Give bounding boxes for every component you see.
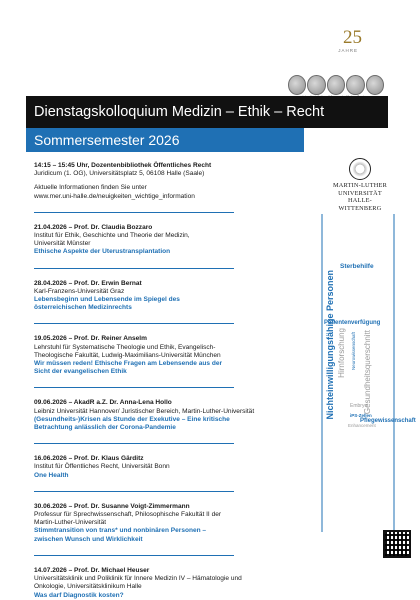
event-topic: Was darf Diagnostik kosten? [34,591,124,599]
university-name-line2: UNIVERSITÄT [338,189,382,197]
anniversary-word: JAHRE [338,48,358,53]
section-divider [34,323,234,324]
cloud-word: Gesundheitsquerschnitt [363,330,372,415]
semester-banner: Sommersemester 2026 [26,128,304,152]
event-topic: Sicht der evangelischen Ethik [34,368,127,376]
event-item [34,399,312,432]
event-item [34,224,312,257]
university-name-line3: HALLE-WITTENBERG [338,197,382,212]
medal-row [288,75,384,95]
main-content [34,162,312,600]
event-topic: Wir müssen reden! Ethische Fragen am Lebensende aus der [34,360,223,368]
event-affiliation: Martin-Luther-Universität [34,519,107,527]
event-date-speaker: 19.05.2026 – Prof. Dr. Reiner Anselm [34,335,147,343]
cloud-word: Nichteinwilligungsfähige Personen [325,270,335,420]
event-date-speaker: 14.07.2026 – Prof. Dr. Michael Heuser [34,566,150,574]
event-affiliation: Theologische Fakultät, Ludwig-Maximilians-Universität München [34,351,221,359]
event-date-speaker: 28.04.2026 – Prof. Dr. Erwin Bernat [34,279,142,287]
event-list [34,212,312,600]
event-topic: Ethische Aspekte der Uterustransplantation [34,248,171,256]
cloud-word: Sterbehilfe [340,263,374,270]
medal-icon [327,75,345,95]
anniversary-number: 25 [343,27,362,48]
event-affiliation: Universitätsklinik und Poliklinik für Innere Medizin IV – Hämatologie und [34,575,242,583]
event-topic: Stimmtransition von trans* und nonbinären Personen – [34,527,207,535]
section-divider [34,555,234,556]
event-date-speaker: 16.06.2026 – Prof. Dr. Klaus Gärditz [34,455,144,463]
event-affiliation: Onkologie, Universitätsklinikum Halle [34,583,142,591]
info-url[interactable]: www.mer.uni-halle.de/neuigkeiten_wichtige_information [34,192,195,200]
event-topic: Betrachtung anlässlich der Corona-Pandemie [34,424,176,432]
event-topic: One Health [34,471,69,479]
anniversary-logo [282,20,388,102]
event-topic: österreichischen Medizinrechts [34,304,132,312]
info-line: Aktuelle Informationen finden Sie unter [34,184,147,192]
qr-code-icon[interactable] [383,530,411,558]
event-affiliation: Leibniz Universität Hannover/ Juristischer Bereich, Martin-Luther-Universität [34,407,255,415]
cloud-word: Neurowissenschaft [351,332,356,371]
event-topic: zwischen Wunsch und Wirklichkeit [34,535,143,543]
event-item [34,280,312,313]
cloud-word: Embryo [350,403,368,409]
medal-icon [366,75,384,95]
cloud-word: Patientenverfügung [324,320,381,326]
word-cloud [324,262,416,530]
section-divider [34,443,234,444]
event-affiliation: Institut für Ethik, Geschichte und Theorie der Medizin, [34,232,190,240]
event-topic: Lebensbeginn und Lebensende im Spiegel des [34,296,180,304]
event-affiliation: Institut für Öffentliches Recht, Universität Bonn [34,463,170,471]
event-topic: (Gesundheits-)Krisen als Stunde der Exekutive – Eine kritische [34,415,230,423]
event-date-speaker: 30.06.2026 – Prof. Dr. Susanne Voigt-Zimmermann [34,502,190,510]
section-divider [34,268,234,269]
page-title: Dienstagskolloquium Medizin – Ethik – Recht [26,96,388,128]
university-name-line1: MARTIN-LUTHER [333,182,387,189]
medal-icon [346,75,364,95]
event-affiliation: Professur für Sprechwissenschaft, Philosophische Fakultät II der [34,511,222,519]
location: Juridicum (1. OG), Universitätsplatz 5, 06108 Halle (Saale) [34,170,205,178]
event-item [34,503,312,544]
cloud-word: Enhancement [348,423,376,428]
event-date-speaker: 09.06.2026 – AkadR a.Z. Dr. Anna-Lena Hollo [34,399,172,407]
time-place: 14:15 – 15:45 Uhr, Dozentenbibliothek Öffentliches Recht [34,162,212,169]
event-affiliation: Lehrstuhl für Systematische Theologie und Ethik, Evangelisch- [34,343,216,351]
event-item [34,335,312,376]
event-item [34,455,312,480]
cloud-word: iPS-Zellen [350,413,372,418]
medal-icon [307,75,325,95]
medal-icon [288,75,306,95]
intro-block [34,162,312,201]
section-divider [34,212,234,213]
university-logo [330,158,390,212]
event-item [34,567,312,600]
cloud-word: Pflegewissenschaft [360,418,416,424]
event-affiliation: Karl-Franzens-Universität Graz [34,287,125,295]
university-seal-icon [349,158,371,180]
event-date-speaker: 21.04.2026 – Prof. Dr. Claudia Bozzaro [34,223,153,231]
section-divider [34,491,234,492]
event-affiliation: Universität Münster [34,240,91,248]
section-divider [34,387,234,388]
cloud-word: Hirnforschung [337,328,346,378]
